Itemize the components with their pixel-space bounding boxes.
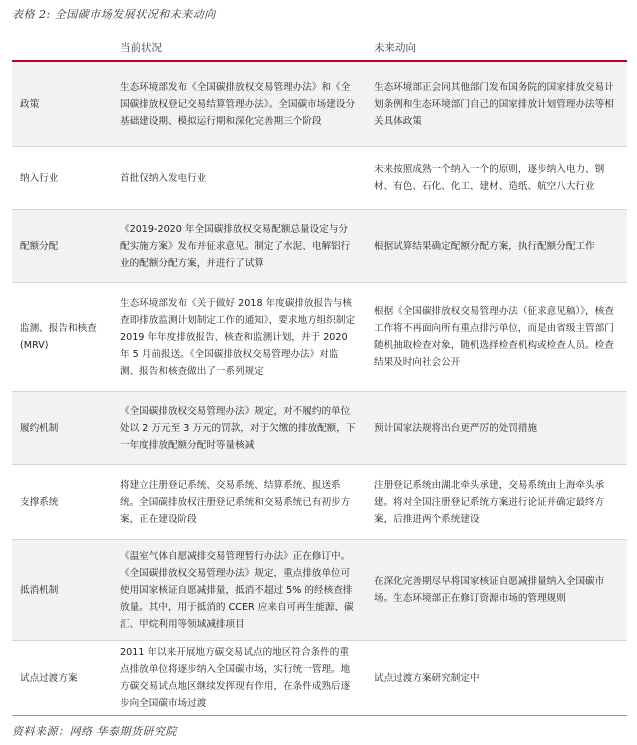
future-trend-cell: 注册登记系统由湖北牵头承建，交易系统由上海牵头承建。将对全国注册登记系统方案进行论证并确定最终方案，后推进两个系统建设	[374, 479, 605, 525]
future-trend-cell: 生态环境部正会同其他部门发布国务院的国家排放交易计划条例和生态环境部门自己的国家排放计划管理办法等相关具体政策	[374, 81, 614, 127]
row-label: 配额分配	[20, 240, 59, 252]
current-status-cell: 生态环境部发布《全国碳排放权交易管理办法》和《全国碳排放权登记交易结算管理办法》。全国碳市场建设分基础建设期、模拟运行期和深化完善期三个阶段	[120, 81, 356, 127]
row-label: 抵消机制	[20, 584, 59, 596]
current-status-cell: 2011 年以来开展地方碳交易试点的地区符合条件的重点排放单位将逐步纳入全国碳市场，实行统一管理。地方碳交易试点地区继续发挥现有作用，在条件成熟后逐步向全国碳市场过渡	[120, 647, 351, 709]
future-trend-cell: 试点过渡方案研究制定中	[374, 672, 480, 684]
row-label: 纳入行业	[20, 172, 59, 184]
current-status-cell: 将建立注册登记系统、交易系统、结算系统、报送系统。全国碳排放权注册登记系统和交易系统已有初步方案，正在建设阶段	[120, 479, 351, 525]
table-caption: 表格 2: 全国碳市场发展状况和未来动向	[12, 8, 216, 21]
row-label: 支撑系统	[20, 496, 59, 508]
row-label: 政策	[20, 98, 40, 110]
current-status-cell: 《全国碳排放权交易管理办法》规定，对不履约的单位处以 2 万元至 3 万元的罚款，对于欠缴的排放配额，下一年度排放配额分配时等量核减	[120, 405, 356, 451]
table-row	[12, 62, 627, 147]
current-status-cell: 生态环境部发布《关于做好 2018 年度碳排放报告与核查即排放监测计划制定工作的通知》，要求地方组织制定 2019 年年度排放报告、核查和监测计划，并于 2020 年 5 月前报送。《全国碳排放权交易管理办法》对监测、报告和核查做出了一系列规定	[120, 297, 356, 377]
column-header-current: 当前状况	[120, 42, 162, 54]
row-label: 试点过渡方案	[20, 672, 78, 684]
future-trend-cell: 预计国家法规将出台更严厉的处罚措施	[374, 422, 538, 434]
table-row	[12, 283, 627, 392]
row-label: 履约机制	[20, 422, 59, 434]
row-label: 监测、报告和核查(MRV)	[20, 323, 97, 351]
table-row	[12, 392, 627, 465]
table-row	[12, 465, 627, 540]
source-note: 资料来源：网络 华泰期货研究院	[12, 725, 177, 738]
carbon-market-table	[12, 28, 627, 716]
current-status-cell: 《2019-2020 年全国碳排放权交易配额总量设定与分配实施方案》发布并征求意见。制定了水泥、电解铝行业的配额分配方案，并进行了试算	[120, 223, 351, 269]
table-row	[12, 641, 627, 716]
future-trend-cell: 在深化完善期尽早将国家核证自愿减排量纳入全国碳市场。生态环境部正在修订资源市场的管理规则	[374, 576, 605, 604]
column-header-future: 未来动向	[374, 42, 416, 54]
table-header	[12, 28, 627, 60]
table-row	[12, 147, 627, 210]
current-status-cell: 《温室气体自愿减排交易管理暂行办法》正在修订中。《全国碳排放权交易管理办法》规定，重点排放单位可使用国家核证自愿减排量，抵消不超过 5% 的经核查排放量。其中，用于抵消的 CCER 应来自可再生能源、碳汇、甲烷利用等领域减排项目	[120, 550, 354, 630]
future-trend-cell: 未来按照成熟一个纳入一个的原则，逐步纳入电力、钢材、有色、石化、化工、建材、造纸、航空八大行业	[374, 164, 605, 192]
table-row	[12, 540, 627, 641]
table-row	[12, 210, 627, 283]
future-trend-cell: 根据试算结果确定配额分配方案，执行配额分配工作	[374, 240, 595, 252]
current-status-cell: 首批仅纳入发电行业	[120, 172, 207, 184]
future-trend-cell: 根据《全国碳排放权交易管理办法（征求意见稿）》，核查工作将不再面向所有重点排污单位，而是由省级主管部门随机抽取检查对象，随机选择检查机构或检查人员。检查结果及时向社会公开	[374, 306, 614, 368]
